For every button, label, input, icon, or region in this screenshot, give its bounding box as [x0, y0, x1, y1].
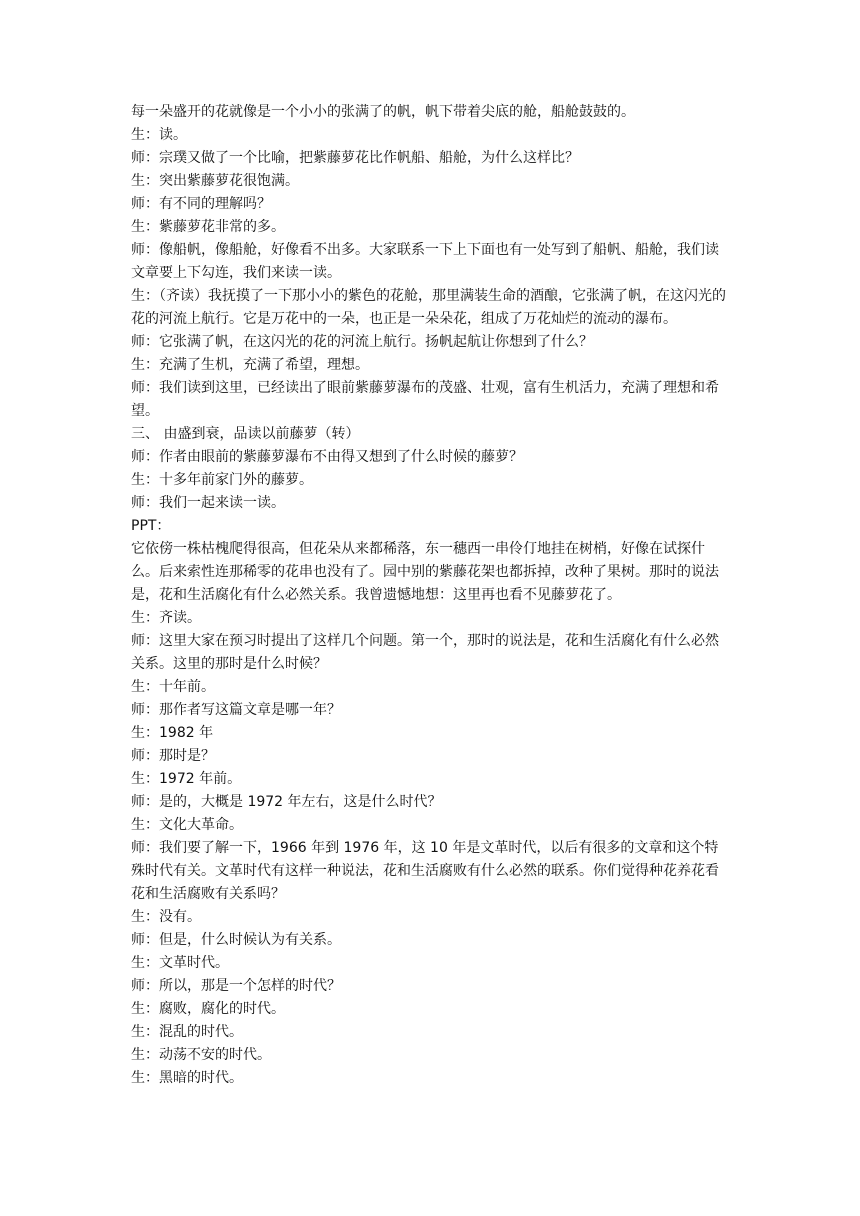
paragraph: 师：那作者写这篇文章是哪一年？ [131, 702, 341, 718]
paragraph: 师：这里大家在预习时提出了这样几个问题。第一个，那时的说法是，花和生活腐化有什么必然关系。这里的那时是什么时候？ [131, 633, 719, 672]
paragraph: 师：宗璞又做了一个比喻，把紫藤萝花比作帆船、船舱，为什么这样比？ [131, 150, 579, 166]
paragraph: 它依傍一株枯槐爬得很高，但花朵从来都稀落，东一穗西一串伶仃地挂在树梢，好像在试探什么。后来索性连那稀零的花串也没有了。园中别的紫藤花架也都拆掉，改种了果树。那时的说法是，花和生活腐化有什么必然关系。我曾遗憾地想：这里再也看不见藤萝花了。 [131, 541, 719, 603]
paragraph: 生：充满了生机，充满了希望，理想。 [131, 357, 369, 373]
paragraph: 师：我们一起来读一读。 [131, 495, 285, 511]
paragraph: 师：是的，大概是 1972 年左右，这是什么时代？ [131, 794, 442, 810]
paragraph: 生：突出紫藤萝花很饱满。 [131, 173, 299, 189]
paragraph: 生：齐读。 [131, 610, 201, 626]
paragraph: 师：有不同的理解吗？ [131, 196, 271, 212]
paragraph: 生：混乱的时代。 [131, 1024, 243, 1040]
paragraph: 师：所以，那是一个怎样的时代？ [131, 978, 341, 994]
section-heading: 三、 由盛到衰，品读以前藤萝（转） [131, 426, 360, 442]
paragraph: 生：黑暗的时代。 [131, 1070, 243, 1086]
document-page [131, 101, 731, 1090]
paragraph: 师：它张满了帆，在这闪光的花的河流上航行。扬帆起航让你想到了什么？ [131, 334, 593, 350]
paragraph: 生：十年前。 [131, 679, 215, 695]
paragraph: 生：没有。 [131, 909, 201, 925]
paragraph: 生：文革时代。 [131, 955, 229, 971]
paragraph: 生：腐败，腐化的时代。 [131, 1001, 285, 1017]
paragraph: 生：文化大革命。 [131, 817, 243, 833]
paragraph: 师：作者由眼前的紫藤萝瀑布不由得又想到了什么时候的藤萝？ [131, 449, 523, 465]
paragraph: 师：那时是？ [131, 748, 215, 764]
paragraph: 师：但是，什么时候认为有关系。 [131, 932, 341, 948]
paragraph: 生：读。 [131, 127, 187, 143]
paragraph: 生：1972 年前。 [131, 771, 242, 787]
paragraph: 生：1982 年 [131, 725, 214, 741]
paragraph: 生：（齐读）我抚摸了一下那小小的紫色的花舱，那里满装生命的酒酿，它张满了帆，在这闪光的花的河流上航行。它是万花中的一朵，也正是一朵朵花，组成了万花灿烂的流动的瀑布。 [131, 288, 726, 327]
paragraph: 师：我们读到这里，已经读出了眼前紫藤萝瀑布的茂盛、壮观，富有生机活力，充满了理想和希望。 [131, 380, 719, 419]
paragraph: 生：紫藤萝花非常的多。 [131, 219, 285, 235]
paragraph: 师：像船帆，像船舱，好像看不出多。大家联系一下上下面也有一处写到了船帆、船舱，我们读文章要上下勾连，我们来读一读。 [131, 242, 719, 281]
paragraph: 生：十多年前家门外的藤萝。 [131, 472, 313, 488]
paragraph: 每一朵盛开的花就像是一个小小的张满了的帆，帆下带着尖底的舱，船舱鼓鼓的。 [131, 104, 635, 120]
paragraph: 生：动荡不安的时代。 [131, 1047, 271, 1063]
paragraph: 师：我们要了解一下，1966 年到 1976 年，这 10 年是文革时代，以后有很多的文章和这个特殊时代有关。文革时代有这样一种说法，花和生活腐败有什么必然的联系。你们觉得种花养花看花和生活腐败有关系吗？ [131, 840, 719, 902]
paragraph: PPT： [131, 518, 171, 534]
